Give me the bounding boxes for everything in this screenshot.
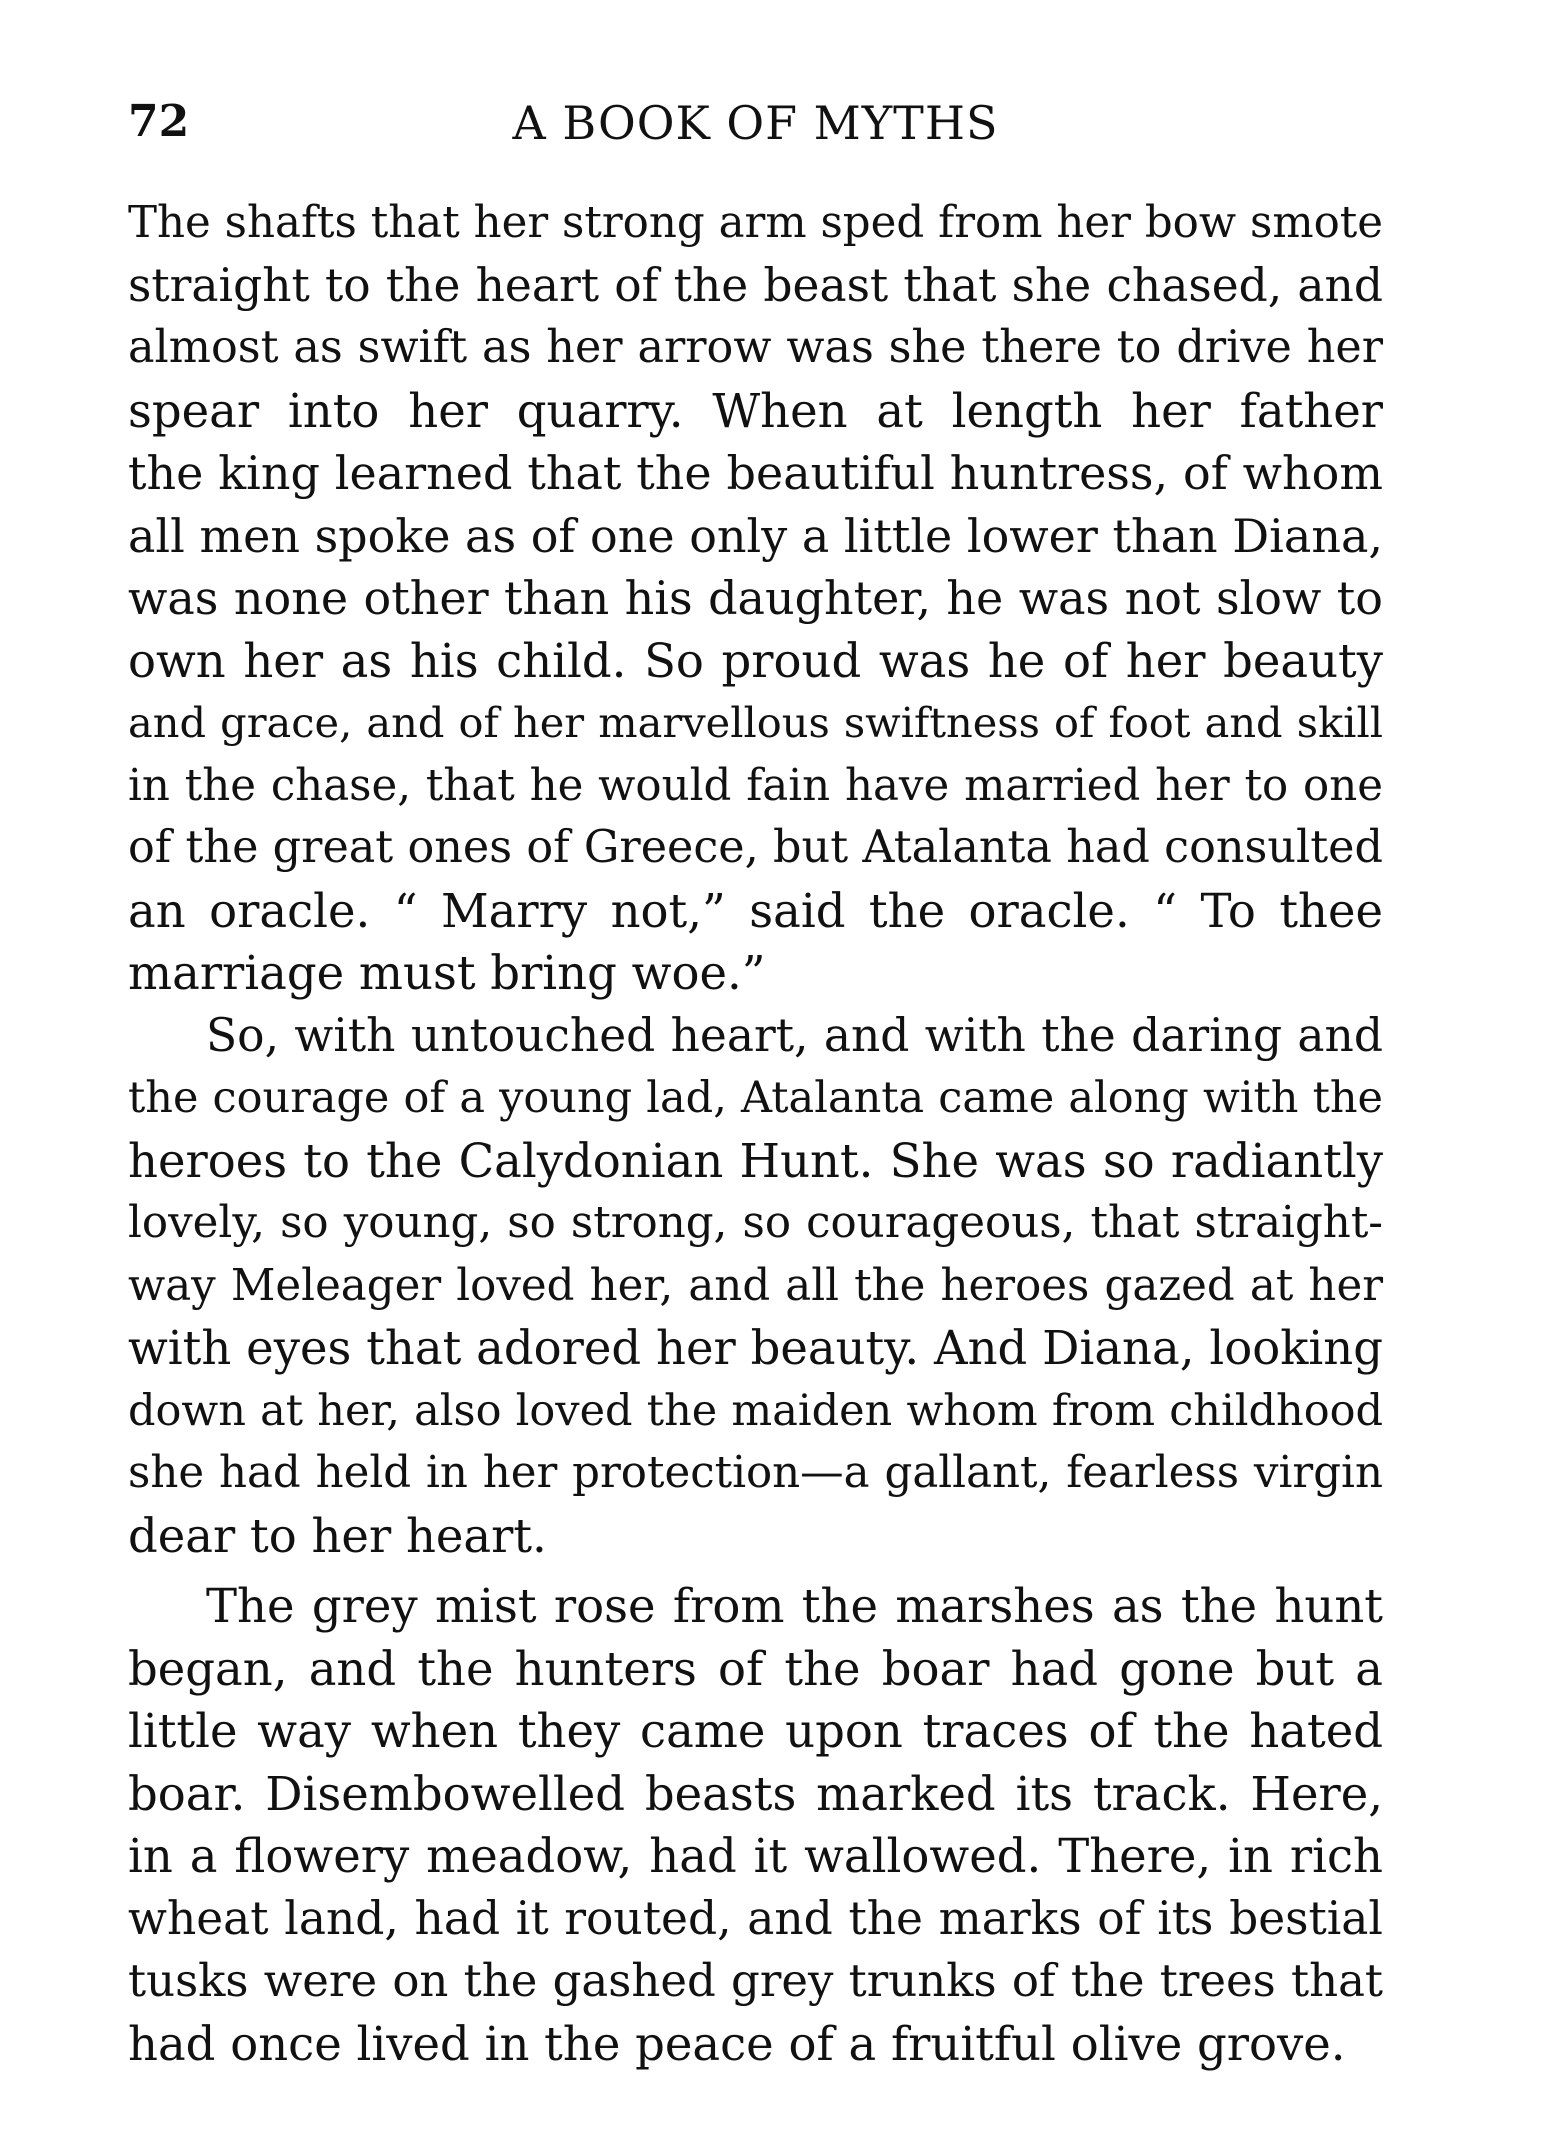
text-line: The grey mist rose from the marshes as the hunt (206, 1579, 1383, 1633)
text-line: had once lived in the peace of a fruitful olive grove. (128, 2016, 1346, 2071)
page-header (128, 96, 1383, 156)
text-line: little way when they came upon traces of the hated (128, 1704, 1383, 1758)
text-line: began, and the hunters of the boar had gone but a (128, 1641, 1383, 1696)
text-line: an oracle. “ Marry not,” said the oracle. “ To thee (128, 883, 1383, 938)
text-line: almost as swift as her arrow was she there to drive her (128, 322, 1383, 373)
text-line: The shafts that her strong arm sped from her bow smote (128, 198, 1383, 248)
page-number: 72 (128, 96, 190, 147)
text-line: way Meleager loved her, and all the heroes gazed at her (128, 1260, 1383, 1311)
text-line: tusks were on the gashed grey trunks of the trees that (128, 1954, 1383, 2007)
text-line: all men spoke as of one only a little lower than Diana, (128, 508, 1383, 563)
text-line: wheat land, had it routed, and the marks of its bestial (128, 1891, 1383, 1945)
paragraph-2 (128, 1005, 1383, 1568)
text-line: straight to the heart of the beast that she chased, and (128, 258, 1383, 312)
text-line: in a flowery meadow, had it wallowed. There, in rich (128, 1829, 1383, 1883)
text-line: and grace, and of her marvellous swiftness of foot and skill (128, 698, 1383, 747)
text-line: down at her, also loved the maiden whom from childhood (128, 1385, 1383, 1436)
paragraph-1 (128, 192, 1383, 1005)
body-text (128, 192, 1383, 2075)
paragraph-3 (128, 1575, 1383, 2075)
text-line: was none other than his daughter, he was not slow to (128, 571, 1383, 625)
text-line: of the great ones of Greece, but Atalanta had consulted (128, 822, 1383, 873)
text-line: the king learned that the beautiful huntress, of whom (128, 446, 1383, 500)
text-line: she had held in her protection—a gallant, fearless virgin (128, 1448, 1383, 1498)
paragraph-gap (128, 1567, 1383, 1575)
text-line: with eyes that adored her beauty. And Diana, looking (128, 1321, 1383, 1375)
text-line: So, with untouched heart, and with the daring and (206, 1008, 1383, 1062)
text-line: spear into her quarry. When at length her father (128, 383, 1383, 438)
text-line: the courage of a young lad, Atalanta came along with the (128, 1073, 1383, 1123)
text-line: in the chase, that he would fain have married her to one (128, 760, 1383, 811)
text-line: dear to her heart. (128, 1508, 547, 1563)
text-line: own her as his child. So proud was he of her beauty (128, 633, 1383, 688)
text-line: marriage must bring woe.” (128, 946, 766, 1000)
text-line: heroes to the Calydonian Hunt. She was so radiantly (128, 1133, 1383, 1188)
text-line: lovely, so young, so strong, so courageous, that straight- (128, 1198, 1383, 1248)
text-line: boar. Disembowelled beasts marked its track. Here, (128, 1766, 1383, 1821)
running-title: A BOOK OF MYTHS (512, 96, 999, 150)
